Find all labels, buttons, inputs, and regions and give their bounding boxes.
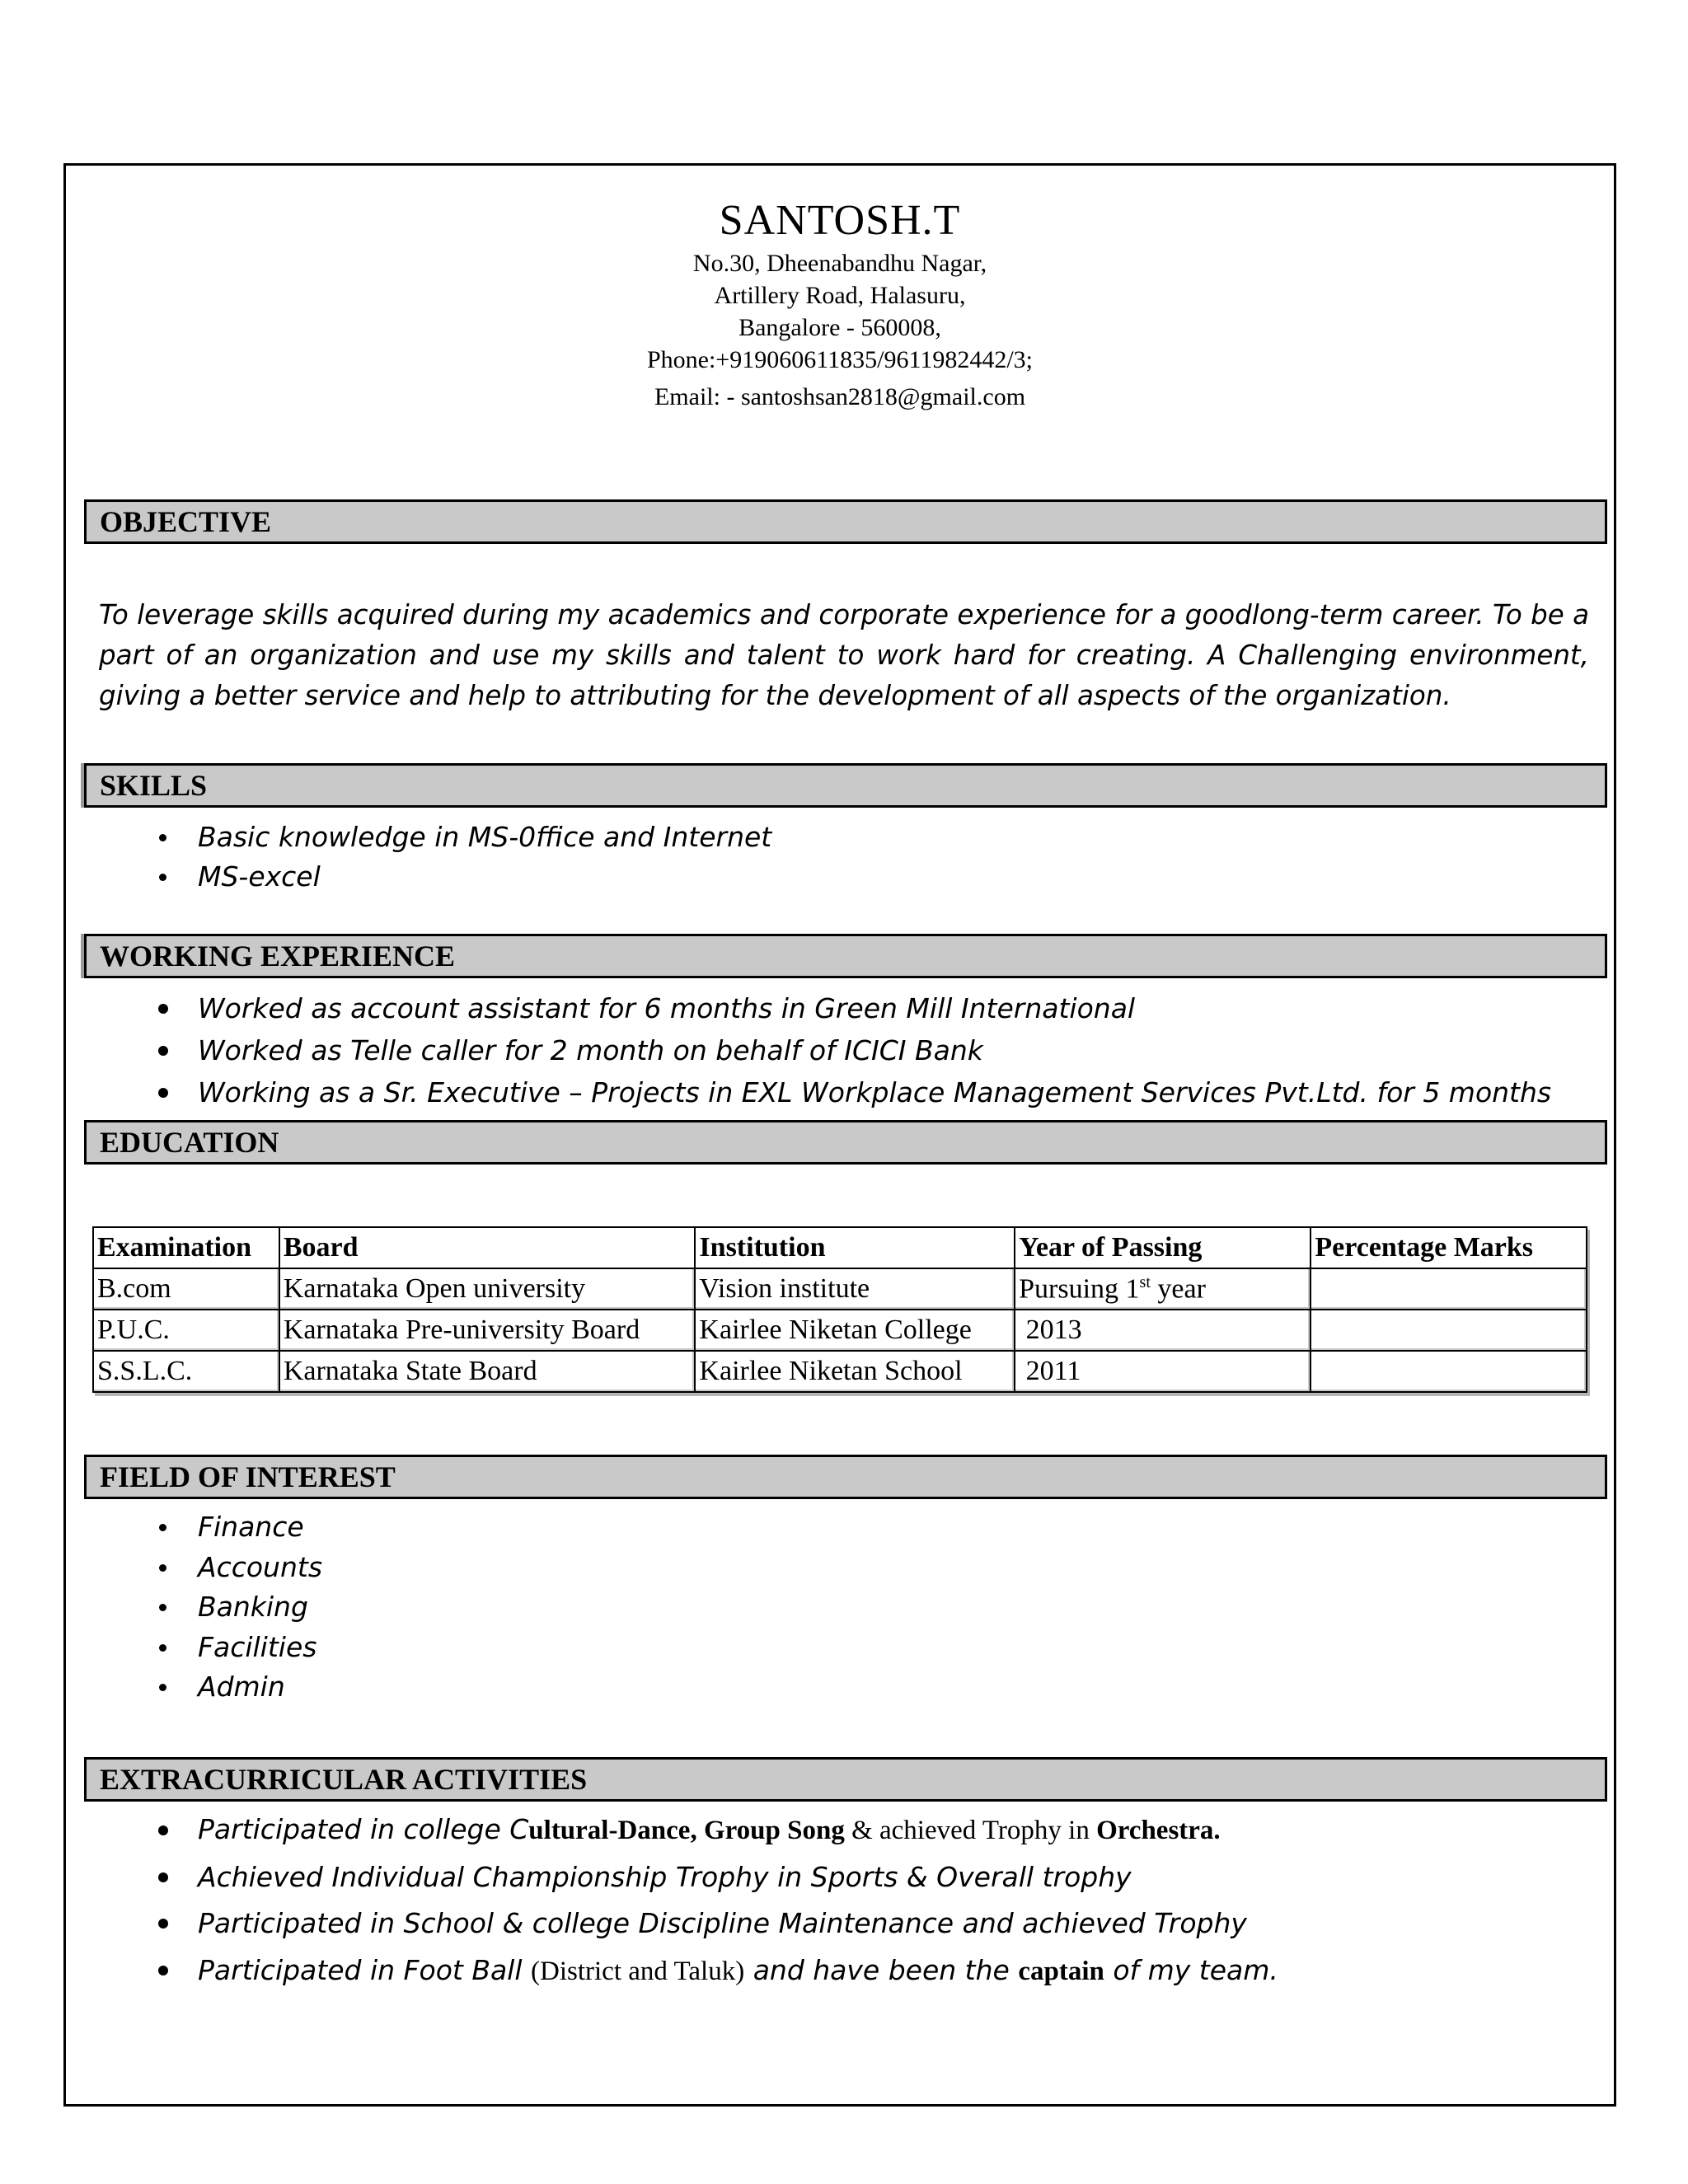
table-cell: Karnataka State Board: [279, 1351, 696, 1392]
table-cell: Vision institute: [695, 1268, 1015, 1310]
interest-list: [0, 1507, 322, 1708]
candidate-name: SANTOSH.T: [719, 197, 961, 244]
list-item: [0, 1628, 322, 1668]
list-item: [0, 857, 771, 897]
table-cell: S.S.L.C.: [93, 1351, 279, 1392]
experience-list: [0, 987, 1551, 1113]
bullet-icon: [159, 1604, 166, 1611]
phone-line: Phone:+919060611835/9611982442/3;: [646, 346, 1034, 373]
table-cell: Kairlee Niketan College: [695, 1310, 1015, 1351]
table-row: [93, 1310, 1587, 1351]
experience-text: Worked as account assistant for 6 months in Green Mill International: [198, 992, 1136, 1024]
bullet-icon: [158, 1004, 168, 1014]
experience-text: Worked as Telle caller for 2 month on behalf of ICICI Bank: [198, 1034, 983, 1066]
interest-text: Admin: [198, 1671, 285, 1703]
section-heading-extracurricular-activities: EXTRACURRICULAR ACTIVITIES: [84, 1757, 1607, 1802]
bullet-icon: [159, 1644, 166, 1652]
table-row: [93, 1351, 1587, 1392]
table-cell: [1311, 1310, 1587, 1351]
section-heading-objective: OBJECTIVE: [84, 499, 1607, 544]
bullet-icon: [158, 1825, 168, 1835]
table-cell: B.com: [93, 1268, 279, 1310]
list-item: [0, 1587, 322, 1628]
activity-text: Achieved Individual Championship Trophy in Sports & Overall trophy: [198, 1860, 1132, 1893]
email-line: Email: - santoshsan2818@gmail.com: [654, 383, 1026, 410]
table-cell: [1311, 1351, 1587, 1392]
bullet-icon: [159, 1684, 166, 1691]
activity-text: Participated in School & college Discipline Maintenance and achieved Trophy: [198, 1907, 1247, 1939]
bullet-icon: [159, 834, 166, 841]
bullet-icon: [158, 1088, 168, 1098]
list-item: [0, 987, 1551, 1029]
table-cell: [1311, 1268, 1587, 1310]
list-item: [0, 1548, 322, 1588]
list-item: [0, 818, 771, 857]
address-line-3: Bangalore - 560008,: [738, 314, 941, 341]
list-item: [0, 1947, 1278, 1995]
list-item: [0, 1029, 1551, 1071]
list-item: [0, 1900, 1278, 1947]
skills-list: [0, 818, 771, 897]
objective-text: To leverage skills acquired during my academics and corporate experience for a goodlong-term career. To be a part of an organization and use my skills and talent to work hard for creating. A Challenging environment, giving a better service and help to attributing for the development of all aspects of the organization.: [99, 599, 1589, 711]
bullet-icon: [158, 1046, 168, 1056]
interest-text: Banking: [198, 1591, 308, 1623]
list-item: [0, 1507, 322, 1548]
list-item: [0, 1807, 1278, 1854]
section-heading-skills: SKILLS: [84, 763, 1607, 808]
activities-list: [0, 1807, 1278, 1994]
table-cell: 2013: [1015, 1310, 1311, 1351]
table-header-row: [93, 1227, 1587, 1268]
education-table: [92, 1226, 1587, 1393]
activity-text-bold: Orchestra.: [1096, 1816, 1221, 1845]
interest-text: Finance: [198, 1511, 304, 1543]
activity-text: Participated in college C: [198, 1813, 529, 1845]
column-header: Percentage Marks: [1311, 1227, 1587, 1268]
year-text-suffix: year: [1150, 1273, 1206, 1305]
activity-text: and have been the: [744, 1953, 1019, 1986]
section-heading-education: EDUCATION: [84, 1120, 1607, 1165]
activity-text-roman: (District and Taluk): [531, 1956, 745, 1986]
activity-text: of my team.: [1104, 1953, 1278, 1986]
column-header: Examination: [93, 1227, 279, 1268]
skill-text: MS-excel: [198, 860, 321, 893]
list-item: [0, 1854, 1278, 1901]
bullet-icon: [158, 1872, 168, 1882]
section-heading-field-of-interest: FIELD OF INTEREST: [84, 1455, 1607, 1499]
column-header: Board: [279, 1227, 696, 1268]
table-cell: Karnataka Pre-university Board: [279, 1310, 696, 1351]
bullet-icon: [159, 1564, 166, 1572]
bullet-icon: [159, 1524, 166, 1531]
bullet-icon: [158, 1919, 168, 1929]
address-line-1: No.30, Dheenabandhu Nagar,: [692, 250, 987, 277]
activity-text-bold: , Group Song: [690, 1816, 845, 1845]
column-header: Year of Passing: [1015, 1227, 1311, 1268]
table-row: [93, 1268, 1587, 1310]
interest-text: Facilities: [198, 1630, 317, 1663]
bullet-icon: [158, 1966, 168, 1975]
activity-text-roman: & achieved Trophy in: [844, 1816, 1097, 1845]
table-cell: 2011: [1015, 1351, 1311, 1392]
activity-text-bold: captain: [1018, 1956, 1104, 1986]
table-cell: [1015, 1268, 1311, 1310]
year-text: Pursuing 1: [1019, 1273, 1140, 1305]
list-item: [0, 1071, 1551, 1113]
resume-header: [63, 194, 1616, 415]
address-line-2: Artillery Road, Halasuru,: [714, 282, 966, 309]
skill-text: Basic knowledge in MS-0ffice and Internet: [198, 821, 772, 853]
list-item: [0, 1667, 322, 1708]
table-cell: Karnataka Open university: [279, 1268, 696, 1310]
interest-text: Accounts: [198, 1550, 323, 1583]
table-cell: Kairlee Niketan School: [695, 1351, 1015, 1392]
bullet-icon: [159, 874, 166, 881]
activity-text: Participated in Foot Ball: [198, 1953, 532, 1986]
section-heading-working-experience: WORKING EXPERIENCE: [84, 934, 1607, 978]
activity-text-bold: ultural-Dance: [528, 1816, 691, 1845]
year-ordinal: st: [1139, 1272, 1151, 1291]
experience-text: Working as a Sr. Executive – Projects in EXL Workplace Management Services Pvt.Ltd. for 5 months: [198, 1076, 1552, 1108]
column-header: Institution: [695, 1227, 1015, 1268]
table-cell: P.U.C.: [93, 1310, 279, 1351]
